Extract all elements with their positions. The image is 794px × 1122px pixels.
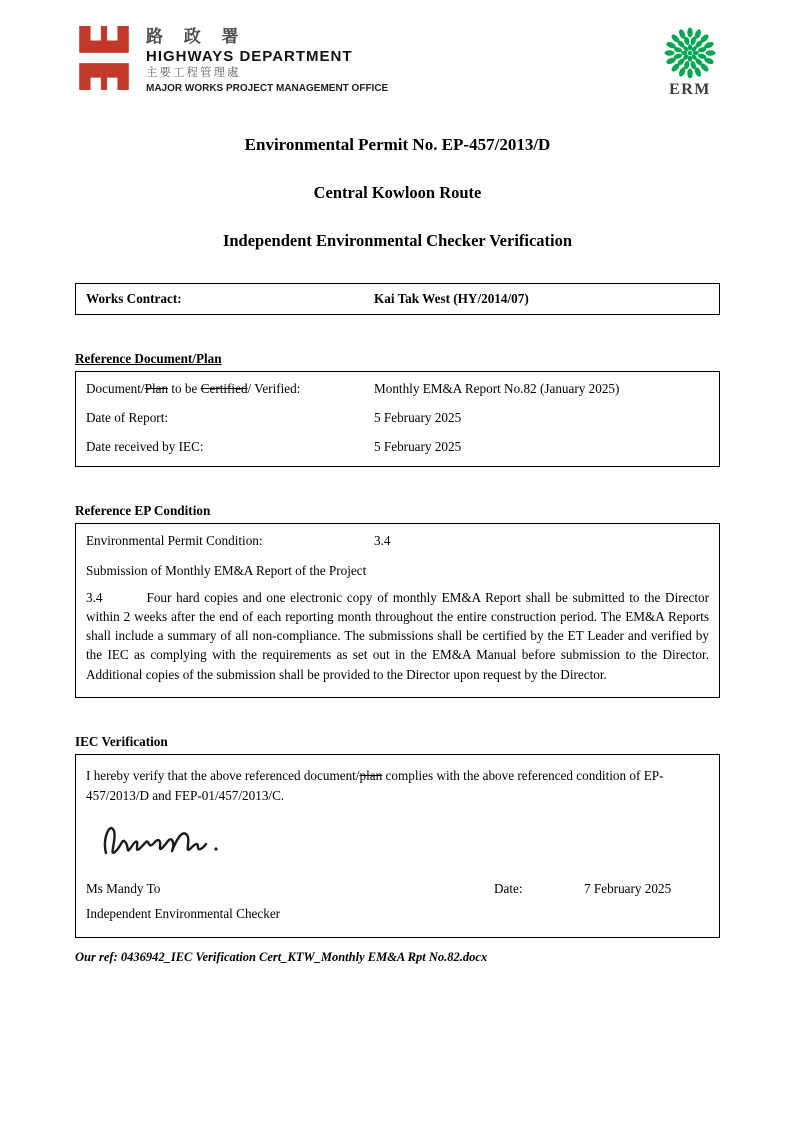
ep-clause <box>86 588 709 684</box>
iec-statement <box>86 766 709 806</box>
reference-ep-box <box>75 523 720 698</box>
signatory-title: Independent Environmental Checker <box>86 906 281 922</box>
erm-logo-block <box>664 26 716 99</box>
ep-condition-row <box>86 533 709 549</box>
ep-condition-value: 3.4 <box>374 533 391 548</box>
document-label-struck-certified: Certified <box>200 381 248 396</box>
iec-statement-struck-plan: plan <box>359 767 383 783</box>
erm-wordmark: ERM <box>669 81 711 98</box>
office-name-chinese: 主要工程管理處 <box>146 67 241 80</box>
ep-clause-number: 3.4 <box>86 590 103 605</box>
highways-department-logo <box>75 26 133 90</box>
date-of-report-row <box>86 410 709 426</box>
date-label: Date: <box>494 881 523 897</box>
document-value: Monthly EM&A Report No.82 (January 2025) <box>374 381 620 396</box>
ep-subtitle: Submission of Monthly EM&A Report of the Project <box>86 563 367 578</box>
office-name-english: MAJOR WORKS PROJECT MANAGEMENT OFFICE <box>146 82 389 94</box>
date-of-report-value: 5 February 2025 <box>374 410 462 425</box>
date-received-value: 5 February 2025 <box>374 439 462 454</box>
project-title: Central Kowloon Route <box>313 183 482 202</box>
reference-ep-heading: Reference EP Condition <box>75 503 211 518</box>
iec-statement-part1: I hereby verify that the above referenced document/ <box>86 767 360 783</box>
date-received-label: Date received by IEC: <box>86 439 204 454</box>
reference-document-box <box>75 371 720 467</box>
date-value: 7 February 2025 <box>584 881 672 897</box>
signature <box>100 813 235 869</box>
signatory-row <box>86 881 709 897</box>
document-label-part2: to be <box>168 381 201 396</box>
iec-verification-box <box>75 754 720 939</box>
permit-number-title: Environmental Permit No. EP-457/2013/D <box>244 135 551 154</box>
our-ref: Our ref: 0436942_IEC Verification Cert_KTW_Monthly EM&A Rpt No.82.docx <box>75 950 488 965</box>
works-contract-label: Works Contract: <box>86 291 182 306</box>
letterhead <box>75 26 720 99</box>
dept-name-chinese: 路 政 署 <box>146 27 247 46</box>
date-of-report-label: Date of Report: <box>86 410 169 425</box>
works-contract-value: Kai Tak West (HY/2014/07) <box>374 291 529 306</box>
highways-department-titles <box>146 26 388 95</box>
ep-clause-text: Four hard copies and one electronic copy of monthly EM&A Report shall be submitted to the Director within 2 weeks after the end of each reporting month throughout the entire construction period. The EM&A Reports shall include a summary of all non-compliance. The submissions shall be certified by the ET Leader and verified by the IEC as complying with the requirements as set out in the EM&A Manual before submission to the Director. Additional copies of the submission shall be provided to the Director upon request by the Director. <box>86 590 709 682</box>
dept-name-english: HIGHWAYS DEPARTMENT <box>146 47 353 65</box>
document-label-part1: Document/ <box>86 381 145 396</box>
iec-verification-heading: IEC Verification <box>75 733 168 749</box>
document-type-title: Independent Environmental Checker Verification <box>222 231 573 250</box>
document-label-part3: / Verified: <box>247 381 301 396</box>
document-label <box>86 381 374 397</box>
reference-document-heading: Reference Document/Plan <box>75 351 222 366</box>
document-row <box>86 381 709 397</box>
iec-statement-part2: complies with the above referenced condition of EP-457/2013/D and FEP-01/457/2013/C. <box>86 767 664 803</box>
date-received-row <box>86 439 709 455</box>
document-label-struck-plan: Plan <box>144 381 169 396</box>
highways-department-block <box>75 26 388 95</box>
ep-condition-label: Environmental Permit Condition: <box>86 533 263 548</box>
erm-logo <box>664 27 716 79</box>
signatory-name: Ms Mandy To <box>86 881 161 897</box>
works-contract-box <box>75 283 720 315</box>
